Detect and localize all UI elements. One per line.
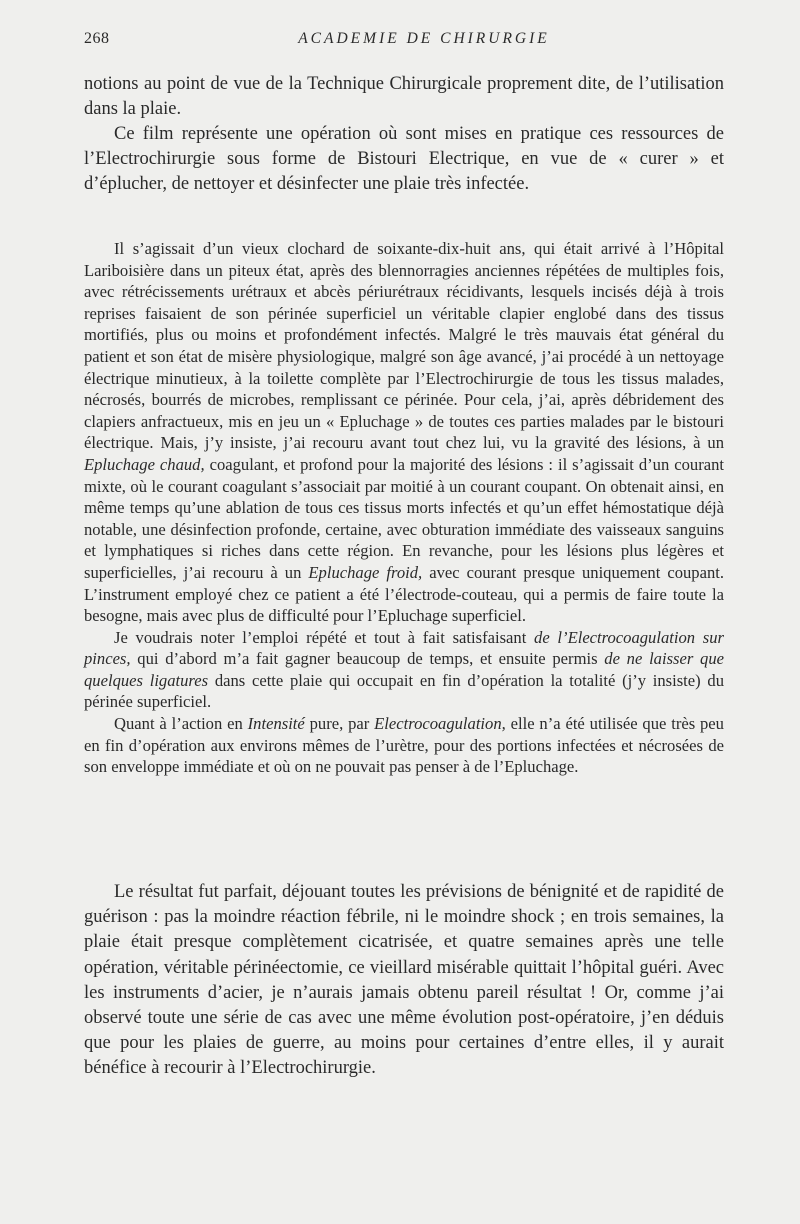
case-p2-italic-1: de l’Electrocoagulation sur pinces, (84, 627, 724, 669)
intro-paragraph-2: Ce film représente une opération où sont mises en pratique ces ressources de l’Electrochirurgie sous forme de Bistouri Electrique, en vue de « curer » et d’éplucher, de nettoyer et désinfecter une plaie très infectée. (84, 124, 724, 194)
case-p1-italic-2: Epluchage froid, (308, 562, 423, 582)
case-p2-text-b: qui d’abord m’a fait gagner beaucoup de temps, et ensuite permis (137, 649, 598, 669)
case-section (84, 238, 724, 778)
page-header (84, 30, 724, 54)
intro-section (84, 72, 724, 197)
running-title: ACADEMIE DE CHIRURGIE (298, 30, 550, 47)
intro-paragraph-1: notions au point de vue de la Technique Chirurgicale proprement dite, de l’utilisation dans la plaie. (84, 74, 724, 119)
case-p2-italic-2: de ne laisser que quelques ligatures (84, 649, 725, 690)
case-p2-text-a: Je voudrais noter l’emploi répété et tout à fait satisfaisant (114, 627, 527, 647)
case-p2-text-c: dans cette plaie qui occupait en fin d’opération la totalité (j’y insiste) du périnée superficiel. (84, 670, 724, 712)
case-p3-italic-1: Intensité (247, 714, 305, 734)
case-p3-text-c: elle n’a été utilisée que très peu en fin d’opération aux environs mêmes de l’urètre, pour des portions infectées et nécrosées de son enveloppe immédiate et où on ne pouvait pas penser à de l’Epluchage. (84, 714, 724, 777)
case-p3-text-b: pure, par (309, 714, 370, 734)
case-p3-text-a: Quant à l’action en (114, 714, 243, 734)
case-paragraph-3 (84, 713, 724, 778)
case-p1-text-c: avec courant presque uniquement coupant. L’instrument employé chez ce patient a été l’électrode-couteau, qui a permis de faire toute la besogne, mais avec plus de difficulté pour l’Epluchage superficiel. (84, 562, 725, 626)
page-number: 268 (84, 30, 110, 47)
case-paragraph-1 (84, 238, 724, 627)
conclusion-section (84, 880, 724, 1082)
case-paragraph-2 (84, 627, 724, 713)
case-p1-italic-1: Epluchage chaud, (84, 454, 205, 474)
case-p1-text-a: Il s’agissait d’un vieux clochard de soixante-dix-huit ans, qui était arrivé à l’Hôpital Lariboisière dans un piteux état, après des blennorragies anciennes répétées de multiples fois, avec rétrécissements urétraux et abcès périurétraux récidivants, lesquels incisés déjà à trois reprises faisaient de son périnée superficiel un véritable clapier englobé dans des tissus mortifiés, plus ou moins et profondément infectés. Malgré le très mauvais état général du patient et son état de misère physiologique, malgré son âge avancé, j’ai procédé à un nettoyage électrique minutieux, à la toilette complète par l’Electrochirurgie de tous les tissus malades, nécrosés, bourrés de microbes, remplissant ce périnée. Pour cela, j’ai, après débridement des clapiers anfractueux, mis en jeu un « Epluchage » de toutes ces parties malades par le bistouri électrique. Mais, j’y insiste, j’ai recouru avant tout chez lui, vu la gravité des lésions, à un (84, 239, 724, 453)
case-p3-italic-2: Electrocoagulation, (374, 714, 506, 734)
conclusion-paragraph: Le résultat fut parfait, déjouant toutes les prévisions de bénignité et de rapidité de guérison : pas la moindre réaction fébrile, ni le moindre shock ; en trois semaines, la plaie était presque complètement cicatrisée, et quatre semaines après une telle opération, véritable périnéectomie, ce vieillard misérable quittait l’hôpital guéri. Avec les instruments d’acier, je n’aurais jamais obtenu pareil résultat ! Or, comme j’ai observé toute une série de cas avec une même évolution post-opératoire, j’en déduis que pour les plaies de guerre, au moins pour certaines d’entre elles, il y aurait bénéfice à recourir à l’Electrochirurgie. (84, 882, 724, 1079)
case-p1-text-b: coagulant, et profond pour la majorité des lésions : il s’agissait d’un courant mixte, où le courant coagulant s’associait par moitié à un courant coupant. On obtenait ainsi, en même temps qu’une ablation de tous ces tissus morts infectés et qu’un effet hémostatique déjà notable, une désinfection profonde, certaine, avec obturation immédiate des vaisseaux sanguins et lymphatiques si riches dans cette région. En revanche, pour les lésions plus légères et superficielles, j’ai recouru à un (84, 454, 725, 582)
